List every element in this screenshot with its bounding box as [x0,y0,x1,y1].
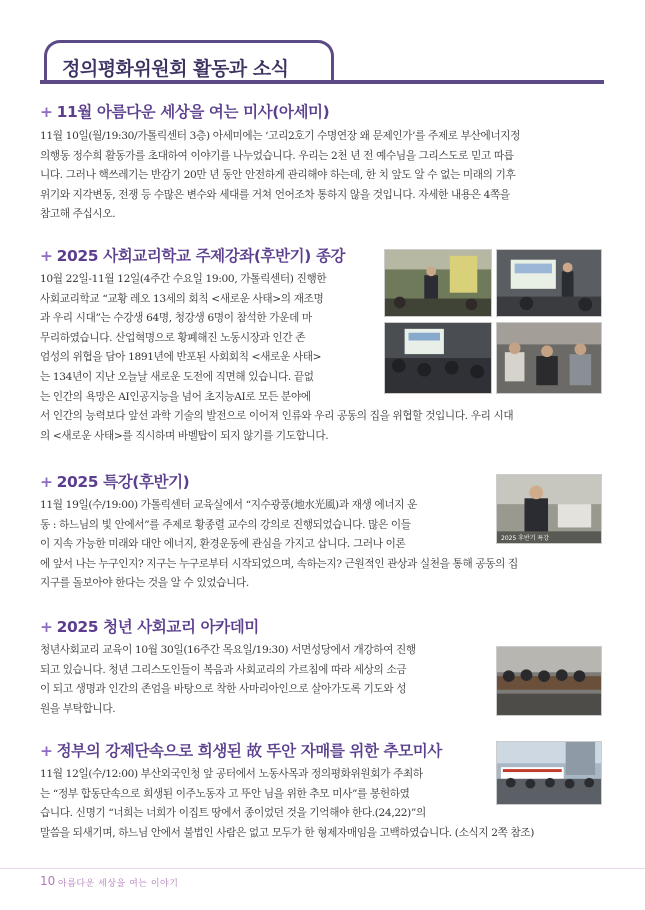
section-body-youth-academy: 청년사회교리 교육이 10월 30일(16주간 목요일/19:30) 서면성당에서 개강하여 진행 되고 있습니다. 청년 그리스도인들이 복음과 사회교리의 가르침에 따라 세상의 소금 이 되고 생명과 인간의 존엄을 바탕으로 착한 사마리아인으로 살아가도록 기도와 성 원을 부탁합니다. [40,644,416,715]
section-title-special-lecture: + 2025 특강(후반기) [40,473,190,491]
photo-memorial-mass [496,741,602,805]
plus-icon: + [40,742,53,760]
footer-publication-title: 아름다운 세상을 여는 이야기 [58,879,179,889]
section-body-asemi: 11월 10일(월/19:30/가톨릭센터 3층) 아세미에는 ‘고리2호기 수명연장 왜 문제인가’를 주제로 부산에너지정 의행동 정수희 활동가를 초대하여 이야기를 나누었습니다. 우리는 2천 년 전 예수님을 그리스도로 믿고 따릅 니다. 그러나 핵쓰레기는 반감기 20만 년 동안 안전하게 관리해야 하는데, 한 치 앞도 알 수 없는 미래의 기후 위기와 지각변동, 전쟁 등 수많은 변수와 세대를 거쳐 언어조차 통하지 않을 것입니다. 자세한 내용은 4쪽을 참고해 주십시오. [40,130,521,221]
photo-lecture-speaker [384,249,492,317]
section-body-special-lecture: 11월 19일(수/19:00) 가톨릭센터 교육실에서 “지수광풍(地水光風)과 재생 에너지 운 동 : 하느님의 빛 안에서”를 주제로 황종렬 교수의 강의로 진행되었습니다. 많은 이들 이 지속 가능한 미래와 대안 에너지, 환경운동에 관심을 가지고 삽니다. 그러나 이론 에 앞서 나는 누구인지? 지구는 누구로부터 시작되었으며, 속하는지? 근원적인 관상과 실천을 통해 공동의 집 지구를 돌보아야 한다는 것을 알 수 있었습니다. [40,499,518,590]
plus-icon: + [40,103,53,121]
section-body-memorial-mass: 11월 12일(수/12:00) 부산외국인청 앞 공터에서 노동사목과 정의평화위원회가 주최하 는 “정부 합동단속으로 희생된 이주노동자 고 뚜안 님을 위한 추모 미사”를 봉헌하였 습니다. 신명기 “너희는 너희가 이집트 땅에서 종이었던 것을 기억해야 한다.(24,22)”의 말씀을 되새기며, 하느님 안에서 불법인 사람은 없고 모두가 한 형제자매임을 고백하였습니다. (소식지 2쪽 참조) [40,768,535,839]
photo-lecture-screen [496,249,602,317]
section-title-memorial-mass: + 정부의 강제단속으로 희생된 故 뚜안 자매를 위한 추모미사 [40,742,442,760]
photo-special-lecture [496,474,602,544]
section-title-social-school: + 2025 사회교리학교 주제강좌(후반기) 종강 [40,247,346,265]
section-title-asemi: + 11월 아름다운 세상을 여는 미사(아세미) [40,103,330,121]
plus-icon: + [40,618,53,636]
photo-caption: 2025 후반기 특강 [501,535,550,542]
photo-youth-academy [496,646,602,716]
plus-icon: + [40,247,53,265]
page-title: 정의평화위원회 활동과 소식 [62,58,289,80]
page-number: 10 [40,874,56,888]
photo-lecture-audience-1 [384,322,492,394]
plus-icon: + [40,473,53,491]
section-title-youth-academy: + 2025 청년 사회교리 아카데미 [40,618,259,636]
photo-lecture-audience-2 [496,322,602,394]
section-body-social-school: 10월 22일-11월 12일(4주간 수요일 19:00, 가톨릭센터) 진행한 사회교리학교 “교황 레오 13세의 회칙 <새로운 사태>의 재조명 과 우리 시대”는 수강생 64명, 청강생 6명이 참석한 가운데 마 무리하였습니다. 산업혁명으로 황폐해진 노동시장과 인간 존 엄성의 위협을 담아 1891년에 반포된 사회회칙 <새로운 사태> 는 134년이 지난 오늘날 새로운 도전에 직면해 있습니다. 끝없 는 인간의 욕망은 AI인공지능을 넘어 초지능AI로 모든 분야에 서 인간의 능력보다 앞선 과학 기술의 발전으로 이어져 인류와 우리 공동의 집을 위협할 것입니다. 우리 시대 의 <새로운 사태>를 직시하며 바벨탑이 되지 않기를 기도합니다. [40,273,514,442]
footer-divider [0,868,645,869]
